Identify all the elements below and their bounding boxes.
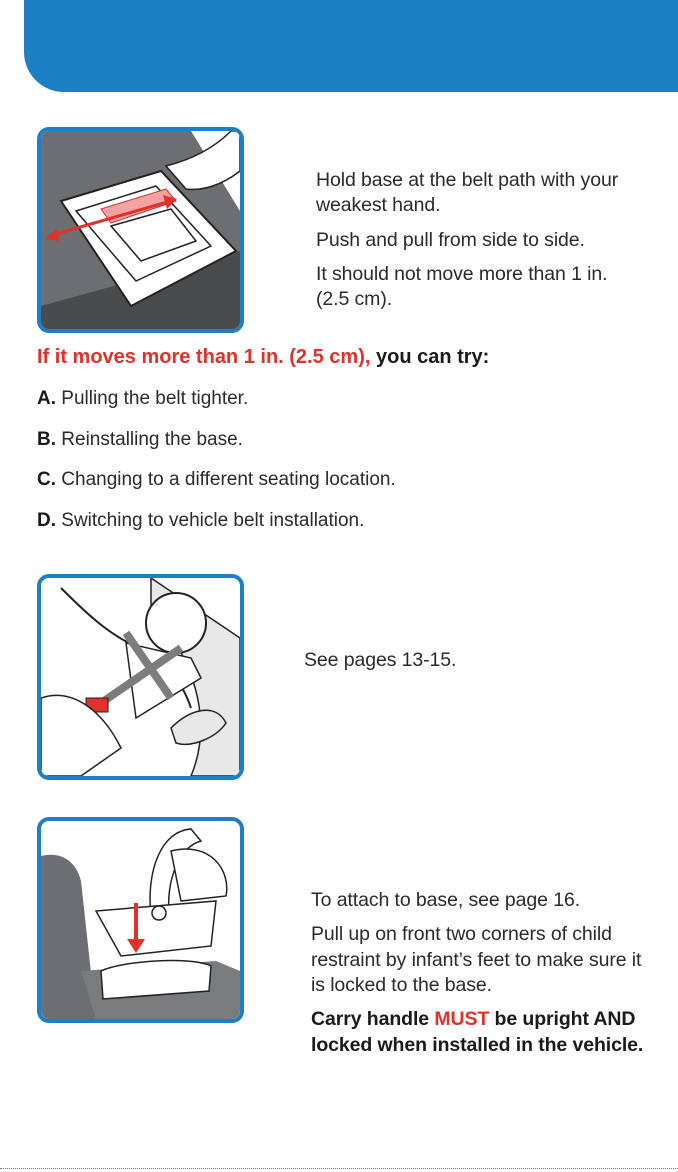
harness-figure xyxy=(37,574,244,780)
carrier-on-base-illustration xyxy=(41,821,240,1019)
carry-handle-note: Carry handle MUST be upright AND locked when installed in the vehicle. xyxy=(311,1008,644,1056)
base-movement-figure xyxy=(37,127,244,333)
step1-line-1: Hold base at the belt path with your weakest hand. xyxy=(316,169,619,217)
step3-line-2: Pull up on front two corners of child restraint by infant’s feet to make sure it is locked to the base. xyxy=(311,923,642,997)
step1-line-2: Push and pull from side to side. xyxy=(316,228,585,251)
option-b: B. Reinstalling the base. xyxy=(37,428,243,450)
header-band xyxy=(24,0,678,92)
must-emphasis: MUST xyxy=(434,1008,490,1031)
option-d: D. Switching to vehicle belt installation. xyxy=(37,509,365,531)
warning-red: If it moves more than 1 in. (2.5 cm), xyxy=(37,346,371,368)
option-c: C. Changing to a different seating location. xyxy=(37,469,396,490)
step1-line-3: It should not move more than 1 in. (2.5 cm). xyxy=(316,263,608,311)
page-edge-dots xyxy=(0,1168,678,1169)
options-list xyxy=(37,388,396,550)
step1-text xyxy=(316,168,636,322)
step2-text xyxy=(304,648,604,682)
warning-rest: you can try: xyxy=(375,346,490,368)
step2-line: See pages 13-15. xyxy=(304,649,457,671)
carrier-figure xyxy=(37,817,244,1023)
step3-text xyxy=(311,888,651,1067)
infant-harnessed-illustration xyxy=(41,578,240,776)
movement-warning xyxy=(37,346,489,369)
step3-line-1: To attach to base, see page 16. xyxy=(311,889,581,911)
hands-pushing-base-illustration xyxy=(41,131,240,329)
option-a: A. Pulling the belt tighter. xyxy=(37,388,249,409)
